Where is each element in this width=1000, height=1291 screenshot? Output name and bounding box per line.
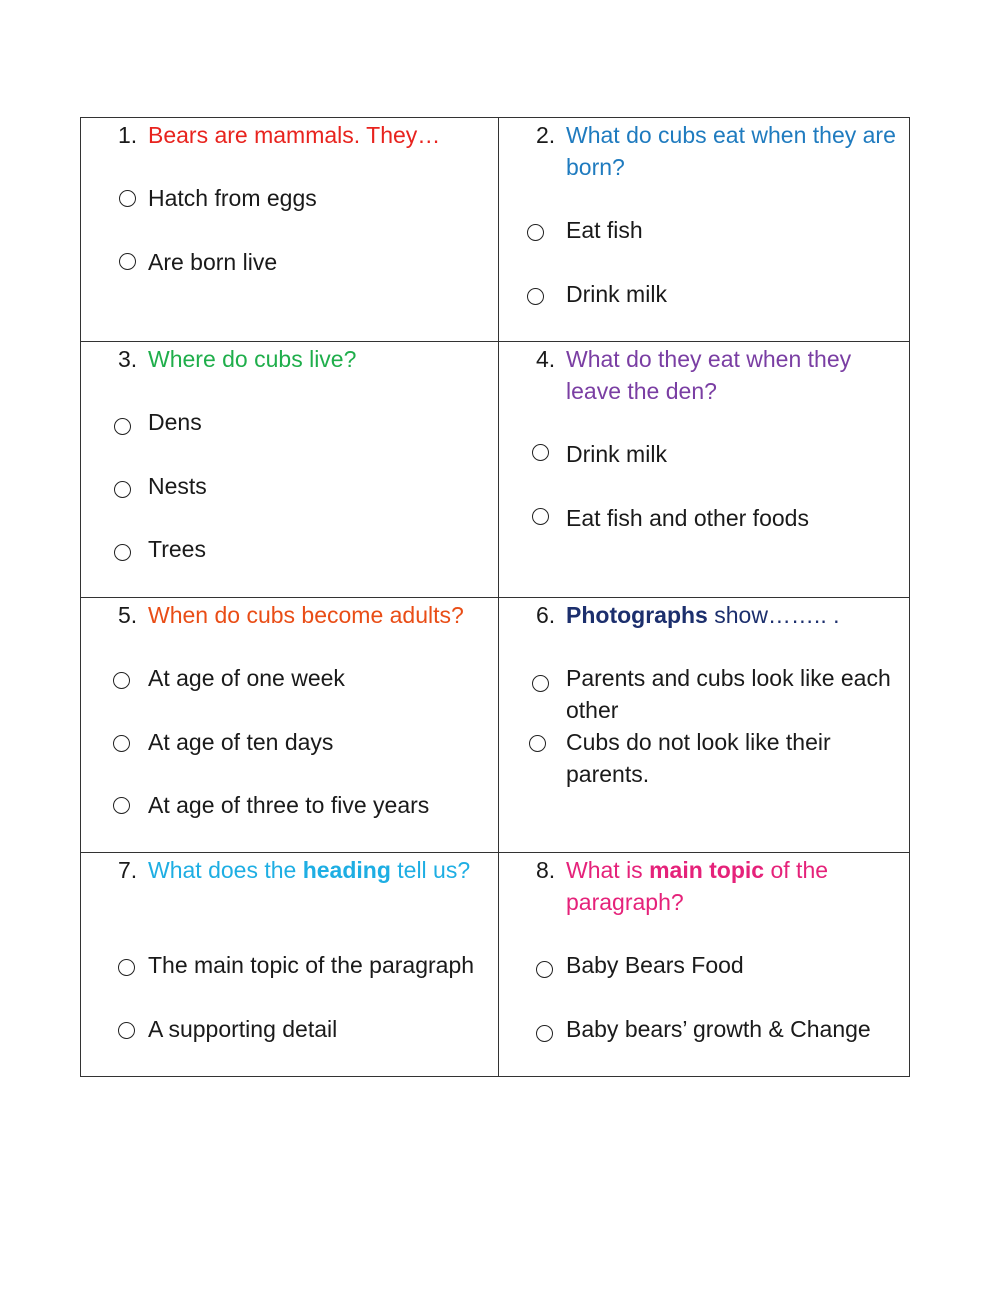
option-label: Hatch from eggs <box>148 185 317 211</box>
question-text: What do they eat when they leave the den? <box>566 346 852 404</box>
question-emphasis: Photographs <box>566 602 708 628</box>
question-cell-8 <box>499 853 910 1077</box>
question-text <box>566 599 897 631</box>
question-text: What do cubs eat when they are born? <box>566 122 896 180</box>
option-label: A supporting detail <box>148 1016 338 1042</box>
option-label: At age of three to five years <box>148 792 430 818</box>
option-label: Drink milk <box>566 441 667 467</box>
radio-button-icon[interactable] <box>118 959 135 976</box>
radio-button-icon[interactable] <box>532 444 549 461</box>
radio-button-icon[interactable] <box>114 418 131 435</box>
option-label: Nests <box>148 473 207 499</box>
question-text-after: of the paragraph? <box>566 857 829 915</box>
radio-button-icon[interactable] <box>527 288 544 305</box>
radio-button-icon[interactable] <box>527 224 544 241</box>
question-cell-3 <box>81 342 499 598</box>
question-number: 6. <box>536 602 556 628</box>
question-text <box>566 854 897 918</box>
option-label: Drink milk <box>566 281 667 307</box>
question-number: 4. <box>536 346 556 372</box>
option-label: At age of one week <box>148 665 345 691</box>
question-number: 2. <box>536 122 556 148</box>
radio-button-icon[interactable] <box>113 735 130 752</box>
radio-button-icon[interactable] <box>532 675 549 692</box>
radio-button-icon[interactable] <box>119 190 136 207</box>
quiz-grid <box>80 117 910 1077</box>
question-cell-5 <box>81 598 499 853</box>
option-label: Trees <box>148 536 206 562</box>
question-text-before: What is <box>566 857 650 883</box>
question-text: When do cubs become adults? <box>148 602 464 628</box>
question-number: 8. <box>536 857 556 883</box>
question-text: Where do cubs live? <box>148 346 357 372</box>
radio-button-icon[interactable] <box>119 253 136 270</box>
question-text-after: show…….. . <box>707 602 840 628</box>
option-label: Eat fish <box>566 217 643 243</box>
question-cell-6 <box>499 598 910 853</box>
question-cell-1 <box>81 118 499 342</box>
question-text <box>148 854 486 886</box>
question-cell-2 <box>499 118 910 342</box>
option-label: The main topic of the paragraph <box>148 952 475 978</box>
radio-button-icon[interactable] <box>536 1025 553 1042</box>
radio-button-icon[interactable] <box>529 735 546 752</box>
question-text: Bears are mammals. They… <box>148 122 441 148</box>
option-label: Baby Bears Food <box>566 952 744 978</box>
question-cell-4 <box>499 342 910 598</box>
option-label: Parents and cubs look like each other <box>566 665 891 723</box>
radio-button-icon[interactable] <box>114 544 131 561</box>
question-cell-7 <box>81 853 499 1077</box>
option-label: Dens <box>148 409 202 435</box>
radio-button-icon[interactable] <box>532 508 549 525</box>
question-emphasis: heading <box>302 857 391 883</box>
radio-button-icon[interactable] <box>536 961 553 978</box>
option-label: Are born live <box>148 249 278 275</box>
question-text-before: What does the <box>148 857 303 883</box>
radio-button-icon[interactable] <box>113 672 130 689</box>
question-number: 3. <box>118 346 138 372</box>
option-label: Cubs do not look like their parents. <box>566 729 831 787</box>
question-text-after: tell us? <box>390 857 471 883</box>
question-number: 5. <box>118 602 138 628</box>
radio-button-icon[interactable] <box>118 1022 135 1039</box>
option-label: Eat fish and other foods <box>566 505 809 531</box>
radio-button-icon[interactable] <box>113 797 130 814</box>
question-emphasis: main topic <box>649 857 765 883</box>
option-label: Baby bears’ growth & Change <box>566 1016 871 1042</box>
question-number: 1. <box>118 122 138 148</box>
question-number: 7. <box>118 857 138 883</box>
radio-button-icon[interactable] <box>114 481 131 498</box>
option-label: At age of ten days <box>148 729 334 755</box>
